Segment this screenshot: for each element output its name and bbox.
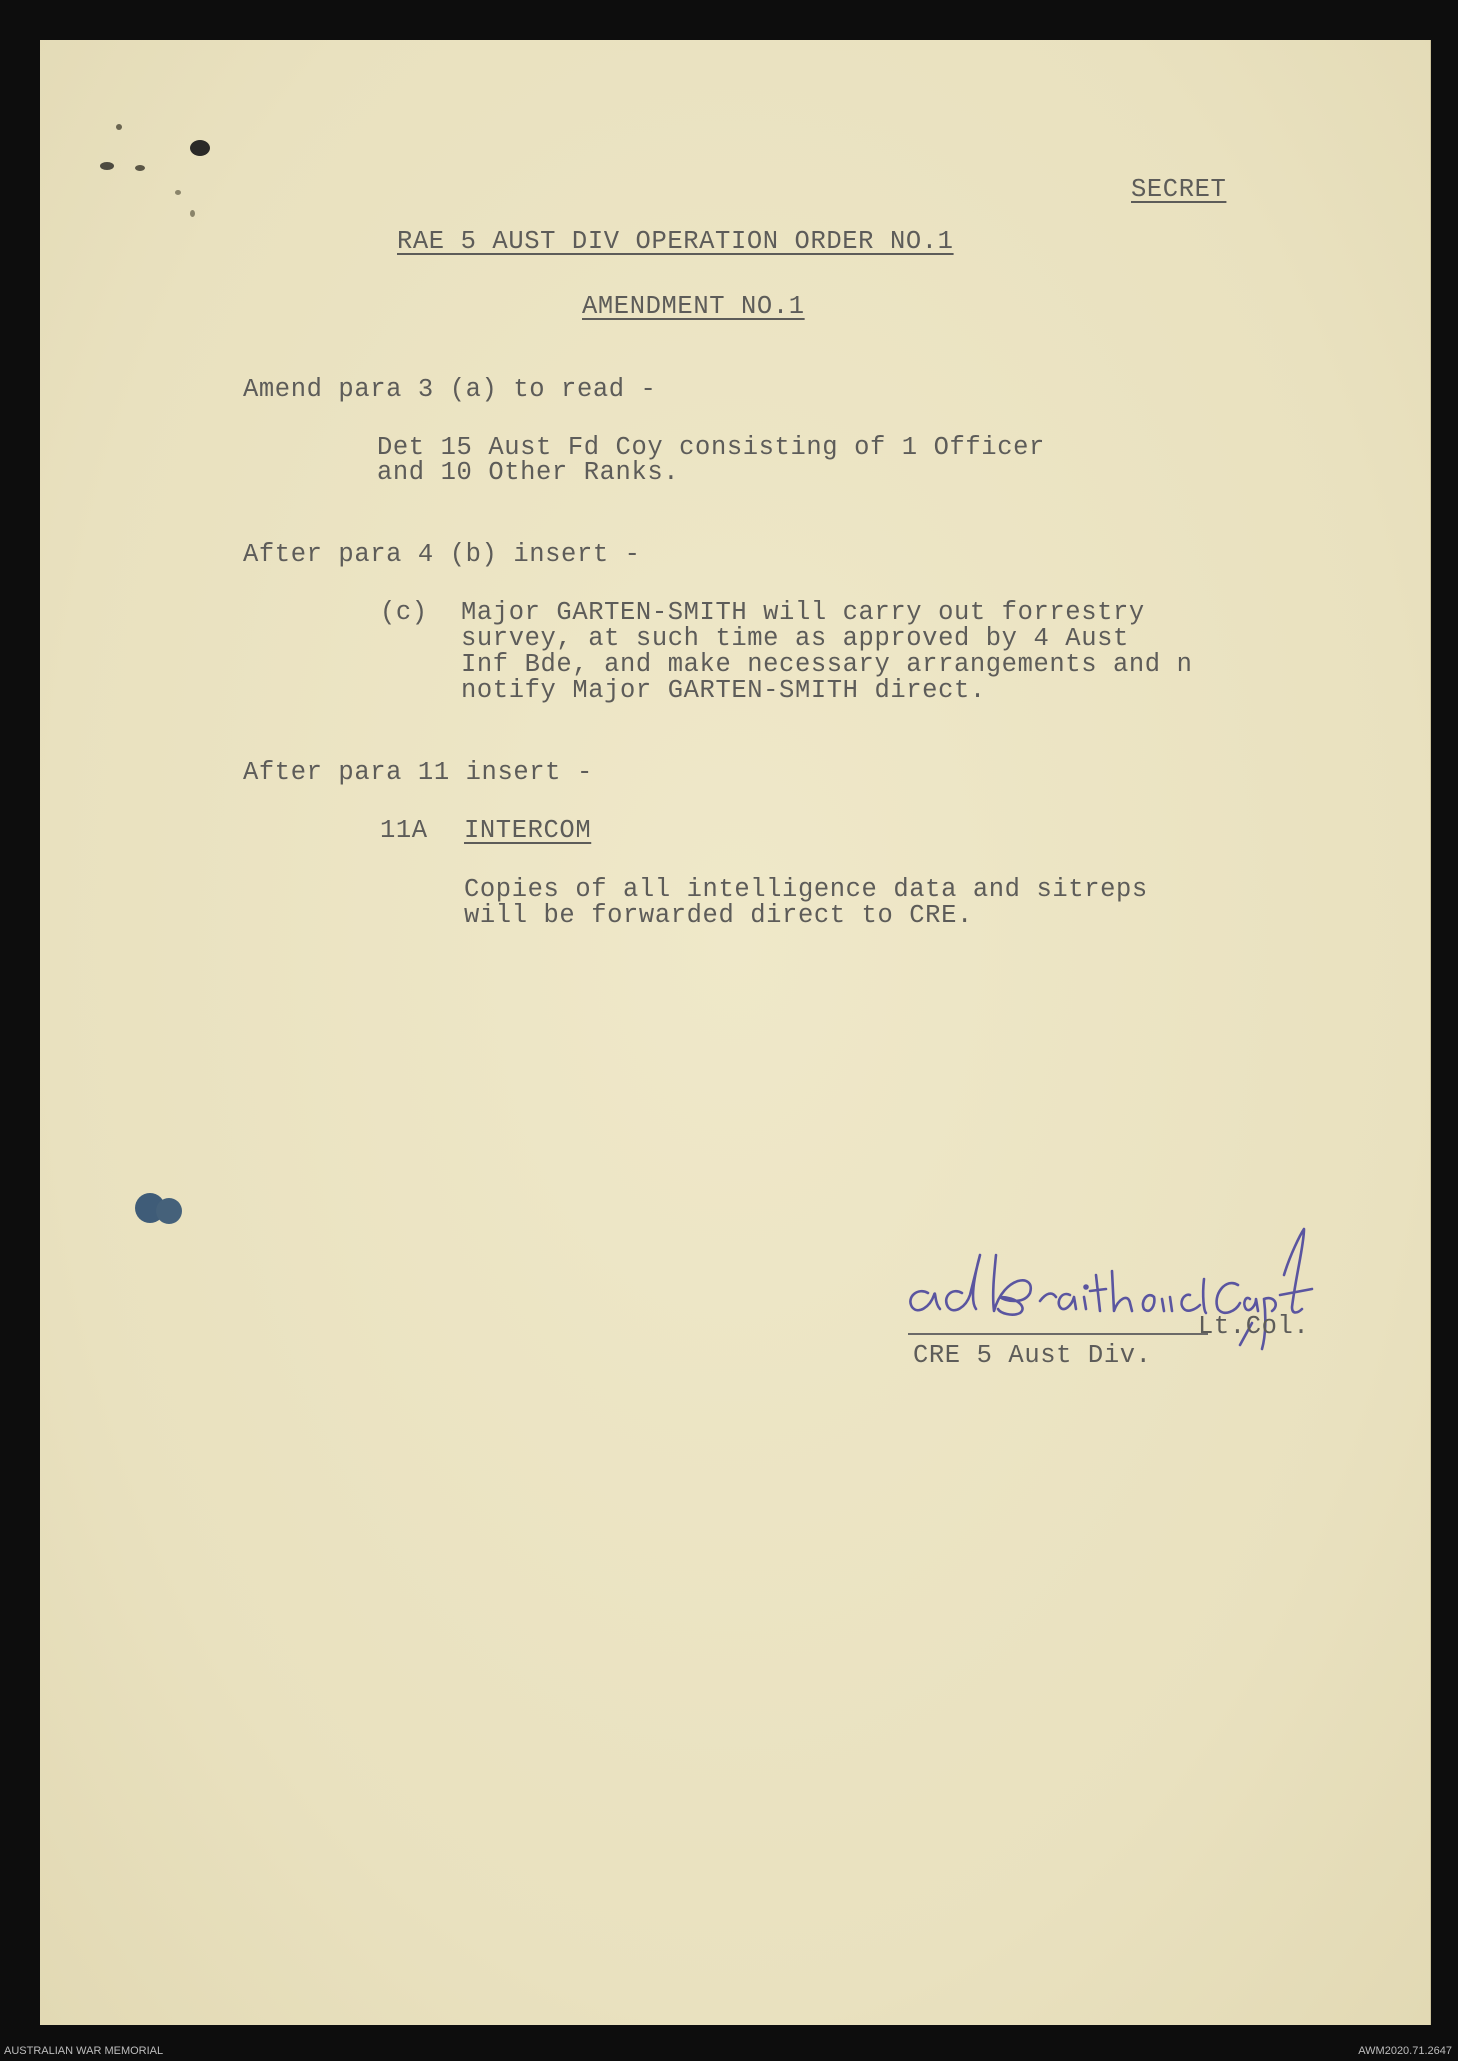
punch-hole-mark	[135, 165, 145, 171]
document-page	[40, 40, 1431, 2025]
punch-hole-mark	[175, 190, 181, 195]
punch-hole-mark	[100, 162, 114, 170]
punch-hole-mark	[190, 140, 210, 156]
document-title: RAE 5 AUST DIV OPERATION ORDER NO.1	[397, 227, 954, 256]
signatory-position: CRE 5 Aust Div.	[913, 1341, 1152, 1370]
para11a-line: Copies of all intelligence data and sitreps	[464, 875, 1148, 904]
para11-intro: After para 11 insert -	[243, 758, 593, 787]
punch-hole-mark	[190, 210, 195, 217]
amend-para3-line: Det 15 Aust Fd Coy consisting of 1 Officer	[377, 433, 1045, 462]
para4-line: notify Major GARTEN-SMITH direct.	[461, 676, 986, 705]
classification-marking: SECRET	[1131, 175, 1227, 204]
ink-stamp-dot	[156, 1198, 182, 1224]
para11a-heading: INTERCOM	[464, 816, 592, 845]
archive-footer-left: AUSTRALIAN WAR MEMORIAL	[4, 2045, 164, 2057]
para4-label: (c)	[380, 598, 428, 627]
para4-intro: After para 4 (b) insert -	[243, 540, 641, 569]
para11a-line: will be forwarded direct to CRE.	[464, 901, 973, 930]
para4-line: Major GARTEN-SMITH will carry out forrestry	[461, 598, 1145, 627]
document-subtitle: AMENDMENT NO.1	[582, 292, 805, 321]
signature-line	[908, 1333, 1208, 1335]
para4-line: Inf Bde, and make necessary arrangements and n	[461, 650, 1193, 679]
para11a-number: 11A	[380, 816, 428, 845]
archive-footer-right: AWM2020.71.2647	[1358, 2045, 1452, 2057]
amend-para3-line: and 10 Other Ranks.	[377, 458, 680, 487]
signatory-rank: Lt.Col.	[1198, 1312, 1310, 1341]
amend-para3-intro: Amend para 3 (a) to read -	[243, 375, 657, 404]
para4-line: survey, at such time as approved by 4 Aust	[461, 624, 1129, 653]
punch-hole-mark	[116, 124, 122, 130]
